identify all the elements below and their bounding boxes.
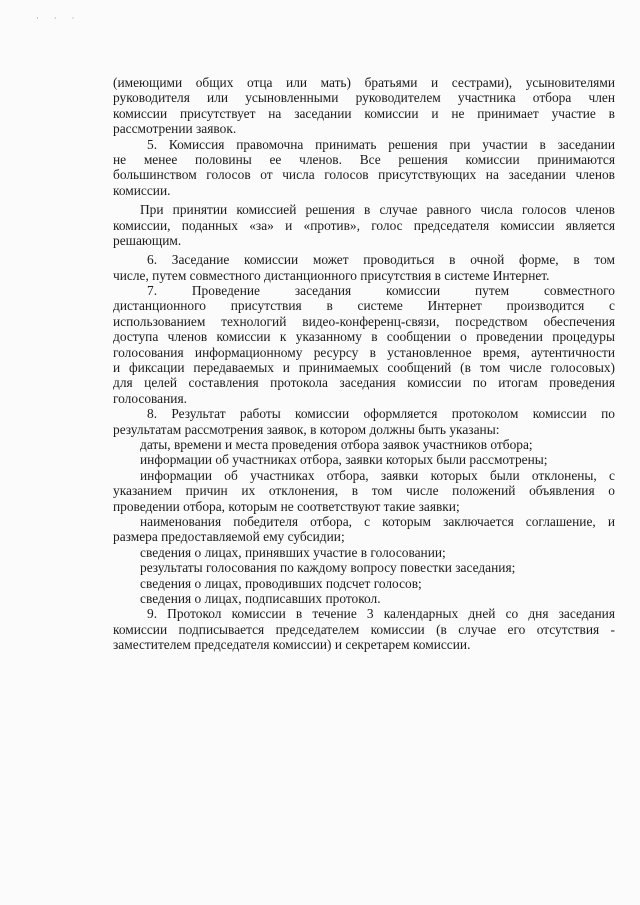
- list-item-protocol-date: [113, 437, 615, 452]
- text-line: комиссии.: [113, 182, 171, 198]
- text-line: При принятии комиссией решения в случае равного числа голосов членов: [140, 202, 615, 218]
- text-line: размера предоставляемой ему субсидии;: [113, 529, 345, 545]
- paragraph-item-5: [113, 137, 615, 199]
- text-line: наименования победителя отбора, с которым заключается соглашение, и: [140, 513, 615, 529]
- text-line: большинством голосов от числа голосов присутствующих на заседании членов: [113, 167, 615, 183]
- text-line: указанием причин их отклонения, в том числе положений объявления о: [113, 483, 615, 499]
- scan-corner-marks: · · ·: [36, 14, 81, 24]
- text-line: использованием технологий видео-конференц-связи, посредством обеспечения: [113, 313, 615, 329]
- list-item-protocol-winner: [113, 514, 615, 545]
- text-line: числе, путем совместного дистанционного присутствия в системе Интернет.: [113, 267, 550, 283]
- paragraph-item-8: [113, 406, 615, 437]
- paragraph-item-7: [113, 283, 615, 406]
- text-line: комиссии, поданных «за» и «против», голос председателя комиссии является: [113, 217, 615, 233]
- list-item-protocol-results: [113, 560, 615, 575]
- text-line: 5. Комиссия правомочна принимать решения при участии в заседании: [147, 136, 615, 152]
- text-line: сведения о лицах, принявших участие в голосовании;: [140, 544, 446, 560]
- document-body: [113, 75, 615, 652]
- text-line: даты, времени и места проведения отбора заявок участников отбора;: [140, 436, 533, 452]
- text-line: информации об участниках отбора, заявки которых были отклонены, с: [140, 467, 615, 483]
- text-line: 6. Заседание комиссии может проводиться в очной форме, в том: [147, 252, 615, 268]
- list-item-protocol-signers: [113, 591, 615, 606]
- text-line: проведении отбора, которым не соответствуют такие заявки;: [113, 498, 460, 514]
- text-line: доступа членов комиссии к указанному в сообщении о проведении процедуры: [113, 329, 615, 345]
- text-line: информации об участниках отбора, заявки которых были рассмотрены;: [140, 452, 548, 468]
- list-item-protocol-reviewed: [113, 452, 615, 467]
- text-line: 7. Проведение заседания комиссии путем совместного: [147, 283, 615, 299]
- text-line: сведения о лицах, подписавших протокол.: [140, 590, 381, 606]
- paragraph-item-9: [113, 606, 615, 652]
- text-line: дистанционного присутствия в системе Интернет производится с: [113, 298, 615, 314]
- list-item-protocol-counters: [113, 576, 615, 591]
- text-line: результаты голосования по каждому вопросу повестки заседания;: [140, 560, 516, 576]
- text-line: для целей составления протокола заседания комиссии по итогам проведения: [113, 375, 615, 391]
- paragraph-item-6: [113, 252, 615, 283]
- text-line: результатам рассмотрения заявок, в котором должны быть указаны:: [113, 421, 500, 437]
- text-line: голосования информационному ресурсу в установленное время, аутентичности: [113, 344, 615, 360]
- list-item-protocol-rejected: [113, 468, 615, 514]
- text-line: заместителем председателя комиссии) и секретарем комиссии.: [113, 637, 471, 653]
- text-line: не менее половины ее членов. Все решения комиссии принимаются: [113, 151, 615, 167]
- text-line: и фиксации передаваемых и принимаемых сообщений (в том числе голосовых): [113, 360, 615, 376]
- text-line: решающим.: [113, 232, 182, 248]
- text-line: руководителя или усыновленными руководителем участника отбора член: [113, 90, 615, 106]
- list-item-protocol-voters: [113, 545, 615, 560]
- paragraph-tie-vote: [113, 202, 615, 248]
- text-line: голосования.: [113, 390, 187, 406]
- text-line: 9. Протокол комиссии в течение 3 календарных дней со дня заседания: [147, 606, 615, 622]
- text-line: (имеющими общих отца или мать) братьями и сестрами), усыновителями: [113, 75, 615, 90]
- text-line: 8. Результат работы комиссии оформляется протоколом комиссии по: [147, 406, 615, 422]
- text-line: рассмотрении заявок.: [113, 121, 237, 137]
- text-line: комиссии присутствует на заседании комиссии и не принимает участие в: [113, 105, 615, 121]
- text-line: сведения о лицах, проводивших подсчет голосов;: [140, 575, 422, 591]
- text-line: комиссии подписывается председателем комиссии (в случае его отсутствия -: [113, 621, 615, 637]
- paragraph-continuation: [113, 75, 615, 137]
